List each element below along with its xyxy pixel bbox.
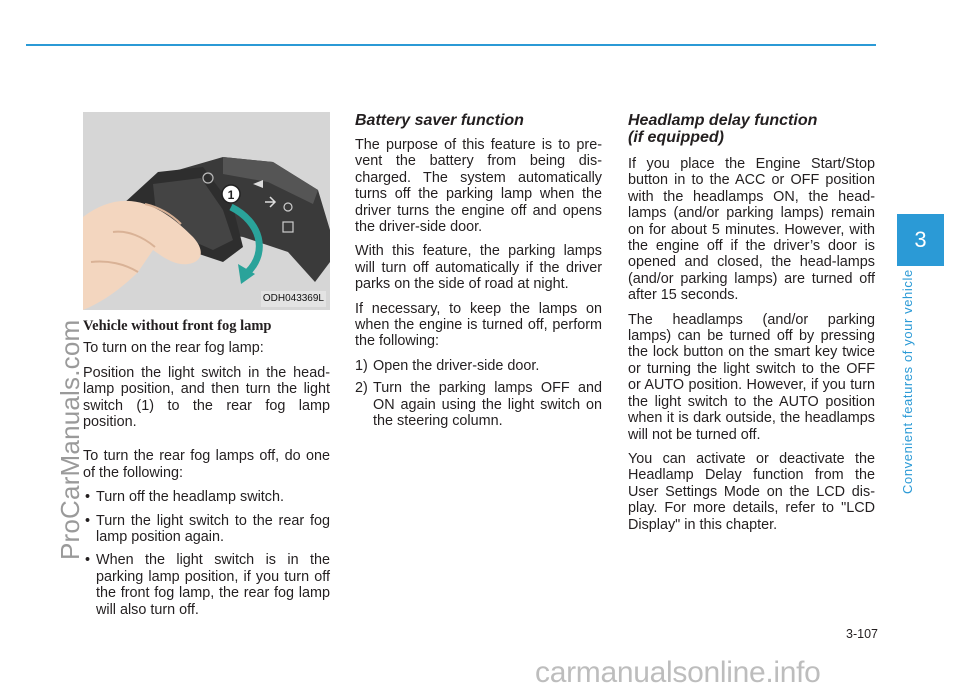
list-item (83, 552, 330, 618)
step-number: 2) (355, 380, 368, 397)
light-switch-figure (83, 112, 330, 310)
step-number: 1) (355, 357, 368, 374)
paragraph: If you place the Engine Start/Stop button in to the ACC or OFF position with the headlamps ON, the head-lamps (and/or parking lamps) remain on for about 5 minutes. However, with the engine off if the driver’s door is opened and closed, the head-lamps (and/or parking lamps) are turned off after 15 seconds. (628, 156, 875, 304)
step-text: Turn the parking lamps OFF and ON again using the light switch on the steering column. (373, 380, 602, 430)
paragraph: If necessary, to keep the lamps on when the engine is turned off, perform the following: (355, 300, 602, 350)
list-item-text: When the light switch is in the parking lamp position, if you turn off the front fog lamp, the rear fog lamp will also turn off. (96, 552, 330, 618)
step-text: Open the driver-side door. (373, 357, 540, 374)
site-watermark: carmanualsonline.info (535, 656, 821, 689)
list-item-text: Turn the light switch to the rear fog lamp position again. (96, 512, 330, 546)
light-switch-illustration (83, 112, 330, 310)
column-left (83, 112, 330, 625)
list-item (83, 513, 330, 546)
list-item-text: Turn off the headlamp switch. (96, 489, 284, 506)
switch-marker: 1 (227, 188, 235, 202)
column-middle (355, 112, 602, 436)
heading-line: (if equipped) (628, 129, 724, 146)
column-right (628, 112, 875, 541)
paragraph: The purpose of this feature is to pre-vent the battery from being dis-charged. The system automatically turns off the parking lamp when the driver turns the engine off and opens the driver-side door. (355, 137, 602, 236)
step-list (355, 358, 602, 430)
bullet-list (83, 489, 330, 618)
heading-line: Headlamp delay function (628, 112, 818, 129)
paragraph: You can activate or deactivate the Headlamp Delay function from the User Settings Mode on the LCD dis-play. For more details, refer to "LCD Display" in this chapter. (628, 450, 875, 533)
paragraph: Position the light switch in the head-lamp position, and then turn the light switch (1) to the rear fog lamp position. (83, 364, 330, 431)
list-item (83, 489, 330, 505)
bullet-icon: • (85, 489, 91, 506)
paragraph: The headlamps (and/or parking lamps) can be turned off by pressing the lock button on the smart key twice or turning the light switch to the OFF or AUTO position. However, if you turn the light switch to the AUTO position when it is dark outside, the headlamps will not be turned off. (628, 311, 875, 443)
bullet-icon: • (85, 552, 91, 569)
heading-headlamp-delay (628, 112, 875, 146)
page-number: 3-107 (846, 627, 878, 641)
paragraph: With this feature, the parking lamps will turn off automatically if the driver parks on the side of road at night. (355, 243, 602, 293)
list-item (355, 380, 602, 429)
paragraph: To turn on the rear fog lamp: (83, 340, 264, 357)
side-watermark: ProCarManuals.com (55, 319, 85, 560)
subheading-vehicle-without-fog: Vehicle without front fog lamp (83, 318, 272, 334)
header-rule (26, 44, 876, 46)
figure-code: ODH043369L (261, 291, 326, 307)
bullet-icon: • (85, 512, 91, 529)
list-item (355, 358, 602, 374)
chapter-title: Convenient features of your vehicle (900, 269, 915, 494)
paragraph: To turn the rear fog lamps off, do one of the following: (83, 448, 330, 481)
chapter-number: 3 (914, 227, 927, 252)
heading-battery-saver: Battery saver function (355, 112, 524, 129)
